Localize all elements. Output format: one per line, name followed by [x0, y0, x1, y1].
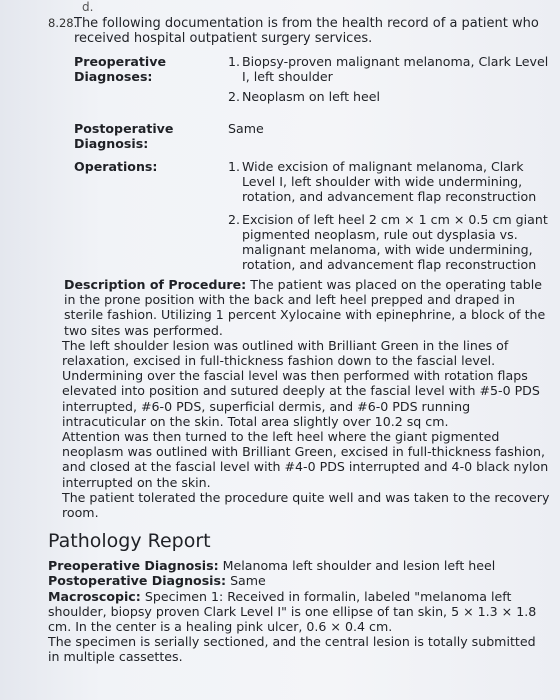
preoperative-label: Preoperative Diagnoses:: [74, 54, 166, 84]
preoperative-item: 2. Neoplasm on left heel: [228, 89, 380, 104]
question-number: 8.28.: [48, 16, 78, 30]
question-header: [48, 16, 550, 46]
previous-item-fragment: d.: [82, 0, 94, 14]
pathology-final-paragraph: The specimen is serially sectioned, and the central lesion is totally submitted in multiple cassettes.: [48, 634, 536, 665]
question-text: The following documentation is from the health record of a patient who received hospital outpatient surgery services.: [74, 16, 539, 46]
postoperative-value: Same: [228, 121, 264, 136]
procedure-paragraph: Description of Procedure: The patient was placed on the operating table in the prone position with the back and left heel prepped and draped in sterile fashion. Utilizing 1 percent Xylocaine with epinephrine, a block of the two sites was performed.: [64, 277, 546, 338]
pathology-macroscopic: Macroscopic: Specimen 1: Received in formalin, labeled "melanoma left shoulder, biopsy proven Clark Level I" is one ellipse of tan skin, 5 × 1.3 × 1.8 cm. In the center is a healing pink ulcer, 0.6 × 0.4 cm.: [48, 588, 537, 635]
procedure-paragraph: Attention was then turned to the left heel where the giant pigmented neoplasm was outlined with Brilliant Green, excised in full-thickness fashion, and closed at the fascial level with #4-0 PDS interrupted and 4-0 black nylon interrupted on the skin.: [62, 429, 549, 490]
procedure-paragraph: The left shoulder lesion was outlined with Brilliant Green in the lines of relaxation, excised in full-thickness fashion down to the fascial level. Undermining over the fascial level was then performed with rotation flaps elevated into position and sutured deeply at the fascial level with #5-0 PDS interrupted, #6-0 PDS, superficial dermis, and #6-0 PDS running intracuticular on the skin. Total area slightly over 10.2 sq cm.: [62, 337, 540, 429]
pathology-report-title: Pathology Report: [48, 530, 211, 553]
preoperative-item: 1. Biopsy-proven malignant melanoma, Clark Level I, left shoulder: [228, 54, 549, 84]
operations: [48, 159, 550, 277]
pathology-postoperative: Postoperative Diagnosis: Same: [48, 573, 266, 589]
procedure-paragraph: The patient tolerated the procedure quite well and was taken to the recovery room.: [62, 489, 550, 521]
preoperative-diagnoses: [48, 54, 550, 109]
operation-item: 1. Wide excision of malignant melanoma, Clark Level I, left shoulder with wide undermining, rotation, and advancement flap reconstruction: [228, 159, 537, 204]
operation-item: 2. Excision of left heel 2 cm × 1 cm × 0.5 cm giant pigmented neoplasm, rule out dysplasia vs. malignant melanoma, with wide undermining, rotation, and advancement flap reconstruction: [228, 212, 548, 272]
procedure-label: Description of Procedure:: [64, 277, 247, 292]
operations-label: Operations:: [74, 159, 158, 174]
postoperative-diagnosis: [48, 121, 550, 151]
postoperative-label: Postoperative Diagnosis:: [74, 121, 174, 151]
pathology-preoperative: Preoperative Diagnosis: Melanoma left shoulder and lesion left heel: [48, 558, 496, 574]
